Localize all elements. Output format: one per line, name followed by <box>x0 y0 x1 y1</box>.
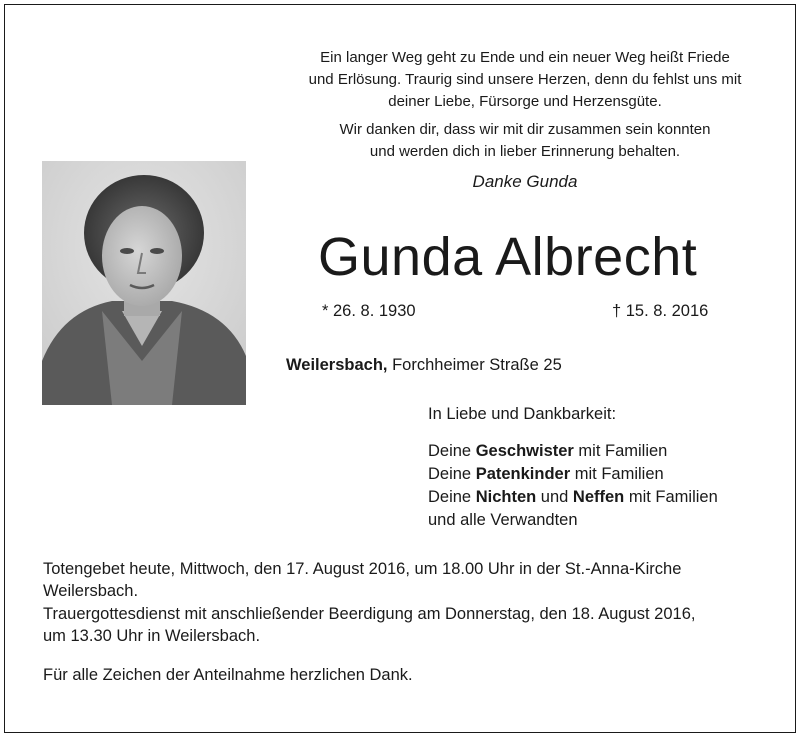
notice-line: Trauergottesdienst mit anschließender Beerdigung am Donnerstag, den 18. August 2016, <box>43 605 696 623</box>
mourner-line <box>428 486 718 509</box>
notice-line: um 13.30 Uhr in Weilersbach. <box>43 627 261 645</box>
address <box>286 356 562 375</box>
address-street: Forchheimer Straße 25 <box>392 356 562 374</box>
poem-line: und Erlösung. Traurig sind unsere Herzen, denn du fehlst uns mit <box>308 71 742 88</box>
prayer-notice <box>43 558 773 602</box>
notice-line: Weilersbach. <box>43 582 139 600</box>
mourner-suffix: mit Familien <box>573 442 668 460</box>
poem-line: Ein langer Weg geht zu Ende und ein neuer Weg heißt Friede <box>320 49 730 66</box>
portrait-photo <box>42 161 246 405</box>
closing-phrase: Danke Gunda <box>472 172 578 191</box>
birth-date: * 26. 8. 1930 <box>322 302 416 320</box>
mourners-intro: In Liebe und Dankbarkeit: <box>428 405 617 423</box>
mourner-group: Patenkinder <box>475 465 571 483</box>
mourner-prefix: Deine <box>428 465 476 483</box>
mourner-group: Nichten <box>475 488 537 506</box>
mourner-suffix: mit Familien <box>624 488 718 506</box>
thanks-notice: Für alle Zeichen der Anteilnahme herzlichen Dank. <box>43 666 413 684</box>
mourner-group: Neffen <box>572 488 625 506</box>
poem-stanza-2 <box>290 119 760 163</box>
mourner-connector: und <box>536 488 573 506</box>
mourner-prefix: Deine <box>428 488 476 506</box>
poem-stanza-1 <box>290 47 760 113</box>
notice-line: Totengebet heute, Mittwoch, den 17. August 2016, um 18.00 Uhr in der St.-Anna-Kirche <box>43 560 682 578</box>
mourner-line <box>428 440 718 463</box>
poem-line: Wir danken dir, dass wir mit dir zusammen sein konnten <box>339 121 711 138</box>
mourner-line <box>428 463 718 486</box>
poem-line: deiner Liebe, Fürsorge und Herzensgüte. <box>388 93 662 110</box>
mourner-group: Geschwister <box>475 442 574 460</box>
deceased-name: Gunda Albrecht <box>318 227 698 287</box>
mourner-prefix: Deine <box>428 442 476 460</box>
poem-line: und werden dich in lieber Erinnerung behalten. <box>369 143 681 160</box>
mourner-suffix: mit Familien <box>570 465 664 483</box>
mourner-line: und alle Verwandten <box>428 511 578 529</box>
service-notice <box>43 603 773 647</box>
mourners-list <box>428 440 718 532</box>
address-town: Weilersbach, <box>286 356 388 374</box>
death-date: † 15. 8. 2016 <box>612 302 709 320</box>
